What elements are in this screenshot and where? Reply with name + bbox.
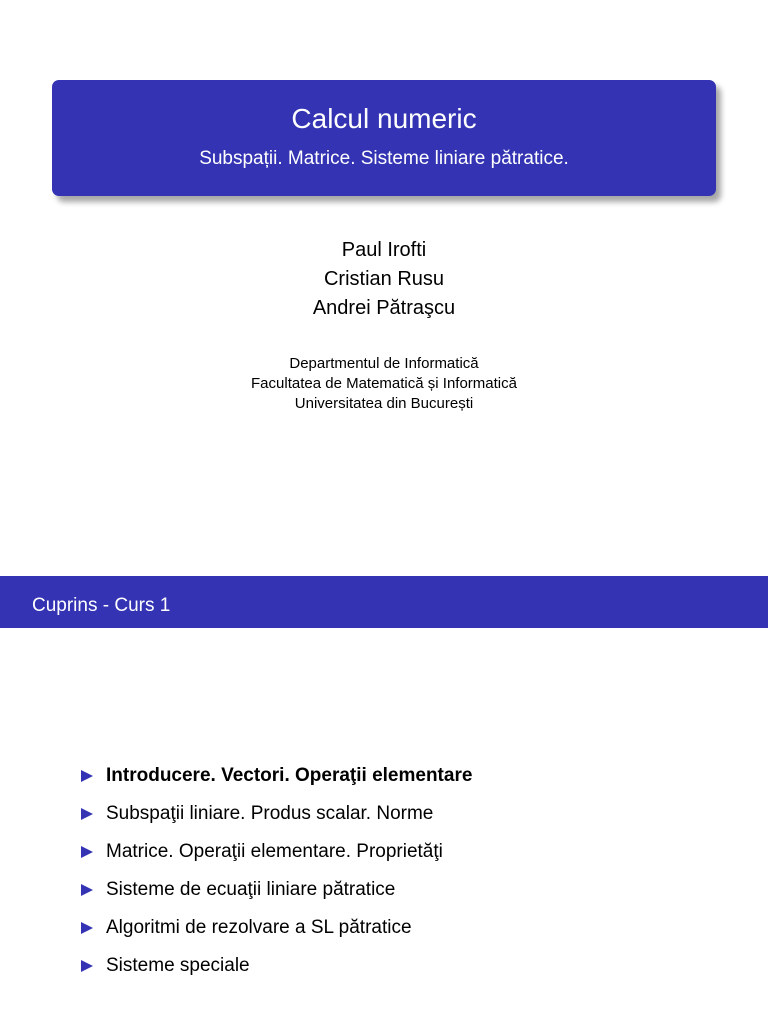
table-of-contents	[80, 757, 472, 985]
toc-item-label: Algoritmi de rezolvare a SL pătratice	[106, 917, 412, 938]
toc-item[interactable]	[80, 947, 472, 985]
triangle-bullet-icon	[80, 921, 94, 935]
triangle-bullet-icon	[80, 883, 94, 897]
toc-item[interactable]	[80, 795, 472, 833]
affiliation	[0, 354, 768, 414]
triangle-bullet-icon	[80, 769, 94, 783]
author-name: Paul Irofti	[341, 239, 427, 261]
presentation-title: Calcul numeric	[291, 103, 477, 134]
triangle-bullet-icon	[80, 959, 94, 973]
affiliation-line: Facultatea de Matematică și Informatică	[251, 375, 517, 392]
toc-item[interactable]	[80, 833, 472, 871]
toc-item[interactable]	[80, 871, 472, 909]
contents-slide	[0, 576, 768, 1024]
author-name: Cristian Rusu	[323, 268, 445, 290]
frame-title-bar	[0, 576, 768, 628]
title-block	[52, 80, 716, 196]
author-list	[0, 236, 768, 323]
toc-item[interactable]	[80, 909, 472, 947]
triangle-bullet-icon	[80, 845, 94, 859]
toc-item-label: Matrice. Operaţii elementare. Proprietăţi	[106, 841, 443, 862]
toc-item-label: Introducere. Vectori. Operaţii elementare	[106, 765, 473, 786]
frame-title: Cuprins - Curs 1	[32, 595, 171, 616]
presentation-subtitle: Subspații. Matrice. Sisteme liniare pătratice.	[199, 148, 569, 169]
triangle-bullet-icon	[80, 807, 94, 821]
author-name: Andrei Pătraşcu	[312, 297, 456, 319]
toc-item-label: Sisteme speciale	[106, 955, 250, 976]
affiliation-line: Departmentul de Informatică	[289, 355, 479, 372]
toc-item[interactable]	[80, 757, 472, 795]
toc-item-label: Subspaţii liniare. Produs scalar. Norme	[106, 803, 434, 824]
toc-item-label: Sisteme de ecuaţii liniare pătratice	[106, 879, 396, 900]
affiliation-line: Universitatea din București	[294, 395, 474, 412]
